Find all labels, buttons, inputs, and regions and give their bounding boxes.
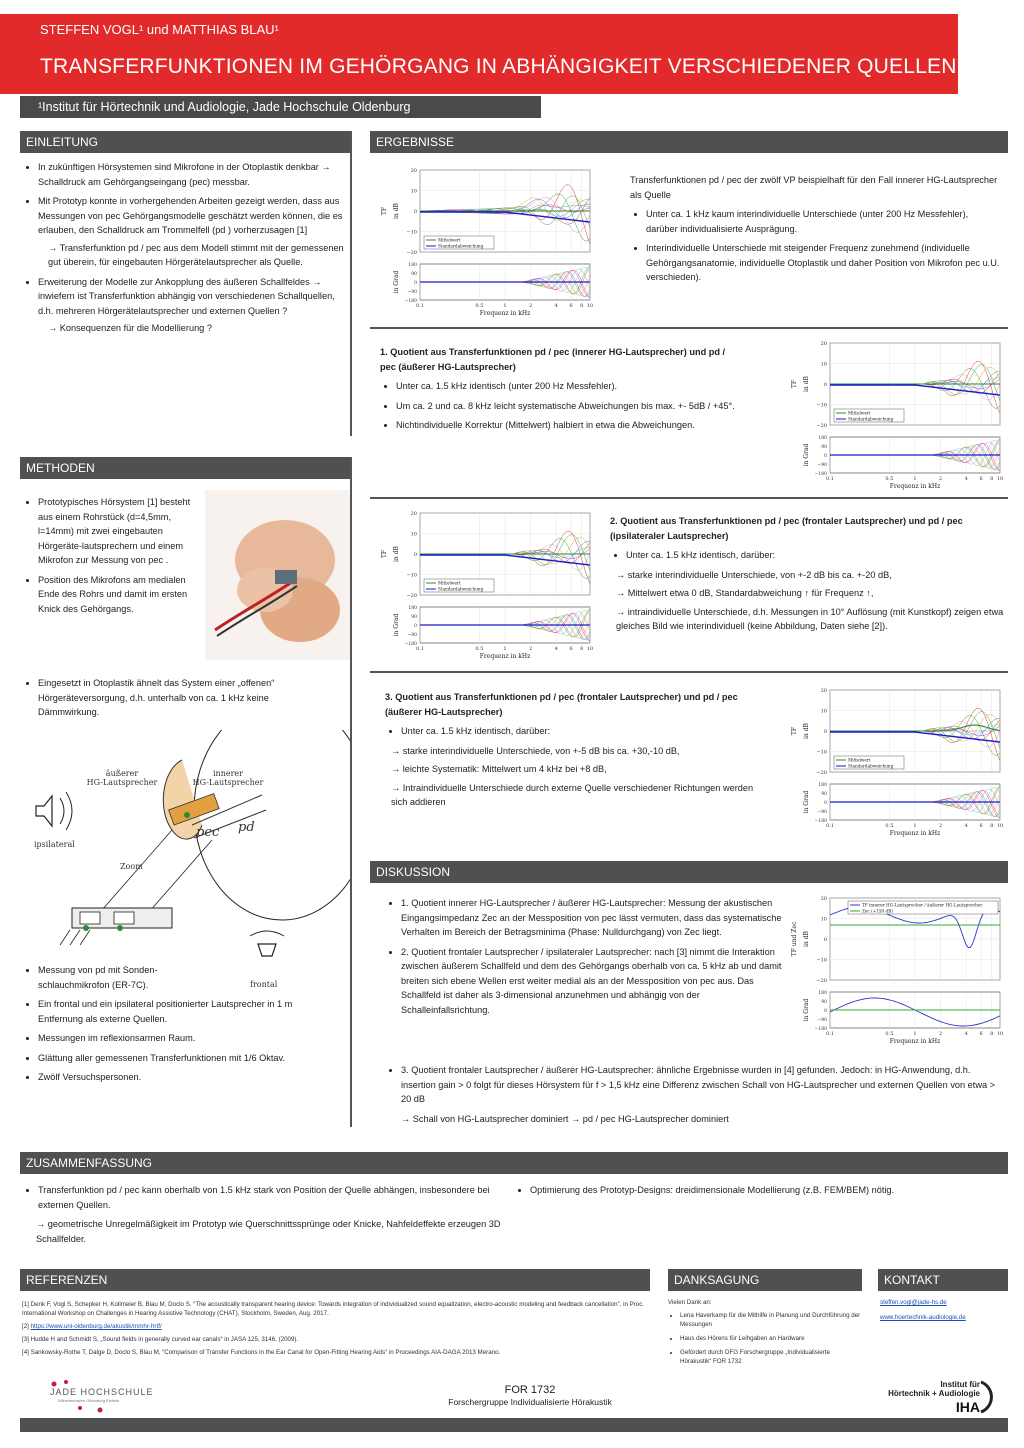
y-axis-label: TF xyxy=(381,549,388,559)
x-axis-label: Frequenz in kHz xyxy=(479,310,531,317)
y-tick-label: 0 xyxy=(824,1009,827,1014)
x-axis-label: Frequenz in kHz xyxy=(889,1038,941,1045)
y-axis-unit-label: in Grad xyxy=(803,998,810,1022)
y-tick-label: −90 xyxy=(407,633,417,638)
x-tick-label: 0.5 xyxy=(885,476,894,482)
authors: STEFFEN VOGL¹ und MATTHIAS BLAU¹ xyxy=(40,22,279,37)
y-tick-label: 90 xyxy=(821,792,827,797)
x-tick-label: 4 xyxy=(964,1031,968,1037)
einleitung-bullet-3: • Erweiterung der Modelle zur Ankopplung des äußeren Schallfeldes → inwiefern ist Transferfunktion abhängig von verschiedenen Schallquellen, d.h. mehreren Hörgerätelautsprecher und externen Quellen ? → Konsequenzen für die Modellierung ? xyxy=(38,275,352,336)
y-tick-label: 20 xyxy=(820,341,827,347)
section-referenzen: REFERENZEN xyxy=(20,1269,650,1291)
label-frontal: frontal xyxy=(250,980,278,989)
y-tick-label: 10 xyxy=(410,188,417,195)
y-tick-label: 0 xyxy=(823,382,827,388)
y-tick-label: −20 xyxy=(816,978,827,984)
divider xyxy=(350,131,352,436)
for-title: FOR 1732 xyxy=(504,1384,556,1396)
x-tick-label: 6 xyxy=(569,646,573,652)
y-axis-unit-label: in Grad xyxy=(803,443,810,467)
section-methoden: METHODEN xyxy=(20,457,352,479)
x-tick-label: 0.1 xyxy=(826,1031,834,1037)
y-tick-label: 0 xyxy=(414,624,417,629)
label-ipsilateral: ipsilateral xyxy=(34,840,75,849)
y-tick-label: 180 xyxy=(408,263,417,268)
y-tick-label: 10 xyxy=(820,708,827,715)
ergebnisse-3-text xyxy=(610,514,1005,634)
methoden-bullet-1: • Prototypisches Hörsystem [1] besteht aus einem Rohrstück (d=4,5mm, l=14mm) mit zwei eingebauten Hörgeräte-lautsprechern und einem Mikrofon zur Messung von pec . xyxy=(38,495,202,568)
iha-logo-text: IHA xyxy=(955,1399,980,1415)
contact-web-link[interactable]: www.hoertechnik-audiologie.de xyxy=(880,1314,966,1321)
section-danksagung: DANKSAGUNG xyxy=(668,1269,862,1291)
label-inner-speaker: innerer HG-Lautsprecher xyxy=(192,769,264,787)
iha-line-1: Institut für xyxy=(940,1380,980,1389)
ergebnisse-1-text xyxy=(630,173,1000,290)
y-tick-label: 20 xyxy=(820,896,827,902)
y-tick-label: −10 xyxy=(406,572,417,579)
y-tick-label: −180 xyxy=(404,642,417,647)
ergebnisse-4-arrow-1: → starke interindividuelle Unterschiede, von +-5 dB bis ca. +30,-10 dB, xyxy=(391,745,680,756)
y-axis-unit-label: in Grad xyxy=(803,790,810,814)
x-tick-label: 1 xyxy=(913,476,917,482)
methoden-bullet-7: • Glättung aller gemessenen Transferfunktionen mit 1/6 Oktav. xyxy=(38,1051,322,1066)
x-tick-label: 4 xyxy=(964,476,968,482)
danksagung-item-3: • Gefördert durch DFG Forschergruppe „Individualisierte Hörakustik“ FOR 1732 xyxy=(680,1348,862,1366)
y-tick-label: 20 xyxy=(410,511,417,517)
plot-quotient-1 xyxy=(788,333,1010,493)
y-axis-unit-label: in dB xyxy=(393,546,400,562)
divider xyxy=(370,327,1008,329)
legend-label: Zec (+150 dB) xyxy=(862,908,893,914)
zusammenfassung-arrow: → geometrische Unregelmäßigkeit im Prototyp wie Querschnittssprünge oder Knicke, Nahfeldeffekte erzeugen 3D Schallfelder. xyxy=(36,1219,501,1244)
ergebnisse-4-arrow-2: → leichte Systematik: Mittelwert um 4 kHz bei +8 dB, xyxy=(391,764,607,774)
danksagung-item-2: • Haus des Hörens für Leihgaben an Hardware xyxy=(680,1334,862,1343)
diskussion-text-2 xyxy=(385,1063,1000,1126)
for-subtitle: Forschergruppe Individualisierte Hörakustik xyxy=(448,1397,612,1407)
y-tick-label: 0 xyxy=(824,454,827,459)
y-tick-label: 90 xyxy=(821,445,827,450)
diskussion-arrow: → Schall von HG-Lautsprecher dominiert → pd / pec HG-Lautsprecher dominiert xyxy=(401,1113,729,1124)
section-ergebnisse: ERGEBNISSE xyxy=(370,131,1008,153)
x-tick-label: 1 xyxy=(913,1031,917,1037)
jade-logo-text: JADE HOCHSCHULE xyxy=(50,1387,154,1397)
legend-label: Standardabweichung xyxy=(438,586,484,592)
diskussion-bullet-1: • 1. Quotient innerer HG-Lautsprecher / äußerer HG-Lautsprecher: Messung der akustischen Eingangsimpedanz Zec an der Messposition von pec lässt vermuten, dass das systematische Verhalten im Bereich der Betragsminima (Phase: Nulldurchgang) von Zec liegt. xyxy=(401,896,785,940)
einleitung-bullet-2: • Mit Prototyp konnte in vorhergehenden Arbeiten gezeigt werden, dass aus Messungen von pec Gehörgangsmodelle geschätzt werden können, die es erlauben, den Schalldruck am Trommelfell (pd ) vorherzusagen [1] → Transferfunktion pd / pec aus dem Modell stimmt mit der gemessenen gut überein, für eingebauten Hörgerätelautsprecher als Quelle. xyxy=(38,194,352,270)
ergebnisse-3-arrow-2: → Mittelwert etwa 0 dB, Standardabweichung ↑ für Frequenz ↑, xyxy=(616,588,874,598)
methoden-text-1 xyxy=(22,495,202,621)
x-axis-label: Frequenz in kHz xyxy=(479,653,531,660)
x-tick-label: 10 xyxy=(586,646,594,652)
legend-label: Mittelwert xyxy=(438,237,461,243)
plot-quotient-2 xyxy=(378,503,600,663)
x-tick-label: 0.5 xyxy=(885,823,894,829)
contact-email-link[interactable]: steffen.vogl@jade-hs.de xyxy=(880,1299,947,1306)
ergebnisse-1-bullet-1: • Unter ca. 1 kHz kaum interindividuelle Unterschiede (unter 200 Hz Messfehler), darüber individualisierte Ausprägung. xyxy=(646,207,1000,236)
x-tick-label: 2 xyxy=(938,1031,943,1037)
x-tick-label: 0.5 xyxy=(475,646,484,652)
x-tick-label: 2 xyxy=(528,646,533,652)
y-tick-label: 20 xyxy=(820,688,827,694)
x-tick-label: 1 xyxy=(913,823,917,829)
y-tick-label: −180 xyxy=(814,472,827,477)
danksagung-item-1: • Lena Haverkamp für die Mithilfe in Planung und Durchführung der Messungen xyxy=(680,1311,862,1329)
y-tick-label: −180 xyxy=(814,819,827,824)
label-outer-speaker: äußerer HG-Lautsprecher xyxy=(86,769,158,787)
zusammenfassung-text-2 xyxy=(514,1183,994,1203)
y-tick-label: 90 xyxy=(411,615,417,620)
methoden-text-3 xyxy=(22,963,322,1090)
y-tick-label: 0 xyxy=(414,281,417,286)
x-tick-label: 8 xyxy=(580,646,584,652)
y-tick-label: −90 xyxy=(817,463,827,468)
diskussion-text-1 xyxy=(385,896,785,1022)
x-tick-label: 6 xyxy=(979,1031,983,1037)
y-tick-label: 20 xyxy=(410,168,417,174)
y-axis-label: TF xyxy=(381,206,388,216)
legend-label: Mittelwert xyxy=(848,410,871,416)
x-tick-label: 10 xyxy=(996,1031,1004,1037)
ergebnisse-4-arrow-3: → Intraindividuelle Unterschiede durch externe Quelle verschiedener Richtungen werden sich addieren xyxy=(391,782,754,807)
diskussion-bullet-2: • 2. Quotient frontaler Lautsprecher / ipsilateraler Lautsprecher: nach [3] nimmt die Interaktion zwischen äußerem Schallfeld und dem des Gehörgangs oberhalb von ca. 5 kHz ab und damit breiten sich ebene Wellen erst weiter medial als an der Messposition von pec aus. Das Schallfeld ist daher als 3-dimensional anzunehmen und abhängig von der Schalleinfallsrichtung. xyxy=(401,945,785,1018)
einleitung-text xyxy=(22,160,352,341)
x-tick-label: 0.1 xyxy=(416,646,424,652)
section-einleitung: EINLEITUNG xyxy=(20,131,352,153)
x-tick-label: 4 xyxy=(554,646,558,652)
x-tick-label: 6 xyxy=(979,823,983,829)
y-tick-label: 0 xyxy=(413,552,417,558)
x-tick-label: 8 xyxy=(990,1031,994,1037)
danksagung-text xyxy=(668,1298,862,1371)
x-tick-label: 6 xyxy=(979,476,983,482)
label-pd: pd xyxy=(238,820,255,835)
y-tick-label: −90 xyxy=(407,290,417,295)
section-diskussion: DISKUSSION xyxy=(370,861,1008,883)
references xyxy=(22,1300,647,1357)
y-axis-unit-label: in Grad xyxy=(393,270,400,294)
prototype-photo xyxy=(205,490,350,660)
ergebnisse-2-bullet-2: • Um ca. 2 und ca. 8 kHz leicht systematische Abweichungen bis max. +- 5dB / +45°. xyxy=(396,399,740,414)
divider xyxy=(370,497,1008,499)
y-tick-label: −20 xyxy=(816,770,827,776)
y-tick-label: 0 xyxy=(824,801,827,806)
y-axis-unit-label: in dB xyxy=(803,931,810,947)
y-tick-label: −10 xyxy=(816,402,827,409)
section-zusammenfassung: ZUSAMMENFASSUNG xyxy=(20,1152,1008,1174)
x-tick-label: 8 xyxy=(990,823,994,829)
y-axis-label: TF und Zec xyxy=(791,921,798,957)
y-tick-label: −10 xyxy=(816,749,827,756)
y-axis-unit-label: in dB xyxy=(803,723,810,739)
methoden-bullet-3: • Eingesetzt in Otoplastik ähnelt das System einer „offenen“ Hörgeräteversorgung, d.h. unterhalb von ca. 1 kHz keine Dämmwirkung. xyxy=(38,676,322,720)
x-tick-label: 0.1 xyxy=(416,303,424,309)
plot-quotient-3 xyxy=(788,680,1010,840)
reference-4: [4] Sankowsky-Rothe T, Dalge D, Doclo S, Blau M, “Comparison of Transfer Functions in the Ear Canal for Open-Fitting Hearing Aids“ in Proceedings AIA-DAGA 2013 Merano. xyxy=(22,1349,501,1356)
einleitung-arrow-2: → Konsequenzen für die Modellierung ? xyxy=(48,323,212,333)
y-tick-label: −180 xyxy=(814,1027,827,1032)
y-tick-label: −90 xyxy=(817,1018,827,1023)
zusammenfassung-bullet-1: • Transferfunktion pd / pec kann oberhalb von 1.5 kHz stark von Position der Quelle abhängen, insbesondere bei externen Quellen. xyxy=(38,1183,502,1212)
y-axis-unit-label: in dB xyxy=(803,376,810,392)
iha-line-2: Hörtechnik + Audiologie xyxy=(888,1389,980,1398)
x-axis-label: Frequenz in kHz xyxy=(889,830,941,837)
x-tick-label: 1 xyxy=(503,646,507,652)
y-tick-label: −10 xyxy=(816,957,827,964)
y-tick-label: 0 xyxy=(823,937,827,943)
label-zoom: Zoom xyxy=(120,862,143,871)
methoden-bullet-2: • Position des Mikrofons am medialen Ende des Rohrs und damit im ersten Knick des Gehörgangs. xyxy=(38,573,202,617)
y-tick-label: −20 xyxy=(406,593,417,599)
y-tick-label: 180 xyxy=(818,783,827,788)
legend-label: Mittelwert xyxy=(848,757,871,763)
ergebnisse-2-text xyxy=(380,345,740,438)
divider xyxy=(370,671,1008,673)
y-tick-label: 0 xyxy=(823,729,827,735)
x-tick-label: 4 xyxy=(554,303,558,309)
x-tick-label: 0.1 xyxy=(826,823,834,829)
iha-logo-mark xyxy=(978,1380,1000,1414)
diskussion-bullet-3: • 3. Quotient frontaler Lautsprecher / äußerer HG-Lautsprecher: ähnliche Ergebnisse wurden in [4] gefunden. Jedoch: in HG-Anwendung, d.h. insertion gain > 0 folgt für dieses Hörsystem für f > 1,5 kHz eine Differenz zwischen Schall von HG-Lautsprecher und externen Quellen von etwa > 20 dB xyxy=(401,1063,1000,1107)
ergebnisse-2-bullet-3: • Nichtindividuelle Korrektur (Mittelwert) halbiert in etwa die Abweichungen. xyxy=(396,418,740,433)
legend-label: Mittelwert xyxy=(438,580,461,586)
x-tick-label: 10 xyxy=(996,476,1004,482)
y-axis-label: TF xyxy=(791,379,798,389)
methoden-text-2 xyxy=(22,676,322,725)
divider xyxy=(350,457,352,1127)
jade-logo-subtext: Wilhelmshaven Oldenburg Elsfleth xyxy=(58,1398,120,1403)
methoden-bullet-5: • Ein frontal und ein ipsilateral positionierter Lautsprecher in 1 m Entfernung als externe Quellen. xyxy=(38,997,322,1026)
y-tick-label: 180 xyxy=(818,991,827,996)
ergebnisse-3-bullet-1: • Unter ca. 1.5 kHz identisch, darüber: xyxy=(626,548,1005,563)
y-tick-label: 90 xyxy=(411,272,417,277)
reference-2: [2] https://www.uni-oldenburg.de/akustik/mmhr-hrtf/ xyxy=(22,1323,162,1330)
y-tick-label: −20 xyxy=(816,423,827,429)
plot-tf-inner xyxy=(378,160,600,320)
x-tick-label: 2 xyxy=(528,303,533,309)
y-tick-label: −90 xyxy=(817,810,827,815)
ergebnisse-4-bullet-1: • Unter ca. 1.5 kHz identisch, darüber: xyxy=(401,724,755,739)
x-tick-label: 1 xyxy=(503,303,507,309)
legend-label: Standardabweichung xyxy=(848,763,894,769)
legend-label: Standardabweichung xyxy=(848,416,894,422)
y-axis-label: TF xyxy=(791,726,798,736)
y-tick-label: 10 xyxy=(410,531,417,538)
zusammenfassung-bullet-2: • Optimierung des Prototyp-Designs: dreidimensionale Modellierung (z.B. FEM/BEM) nötig. xyxy=(530,1183,994,1198)
ergebnisse-1-bullet-2: • Interindividuelle Unterschiede mit steigender Frequenz zunehmend (individuelle Gehörgangsanatomie, individuelle Otoplastik und daher Position von Mikrofon pec u.U. verschieden). xyxy=(646,241,1000,285)
poster-title: TRANSFERFUNKTIONEN IM GEHÖRGANG IN ABHÄNGIGKEIT VERSCHIEDENER QUELLEN xyxy=(40,55,957,78)
y-axis-unit-label: in Grad xyxy=(393,613,400,637)
x-tick-label: 2 xyxy=(938,476,943,482)
legend-label: TF innerer HG-Lautsprecher / äußerer HG-Lautsprecher xyxy=(862,902,983,908)
ergebnisse-1-intro: Transferfunktionen pd / pec der zwölf VP beispielhaft für den Fall innerer HG-Lautsprecher als Quelle xyxy=(630,175,998,200)
ergebnisse-3-arrow-3: → intraindividuelle Unterschiede, d.h. Messungen in 10° Auflösung (mit Kunstkopf) zeigen etwa gleiches Bild wie interindividuell (keine Abbildung, Daten siehe [2]). xyxy=(616,606,1004,631)
x-tick-label: 8 xyxy=(580,303,584,309)
x-tick-label: 6 xyxy=(569,303,573,309)
y-tick-label: 180 xyxy=(818,436,827,441)
y-tick-label: −10 xyxy=(406,229,417,236)
footer-bar xyxy=(20,1418,1008,1432)
methoden-bullet-8: • Zwölf Versuchspersonen. xyxy=(38,1070,322,1085)
x-tick-label: 0.5 xyxy=(475,303,484,309)
reference-1: [1] Denk F, Vogl S, Schepker H, Kollmeier B, Blau M, Doclo S. “The acoustically transparent hearing device: Towards integration of individualized sound equalization, electro-acoustic modeling and feedback cancellation”, in Proc. International Workshop on Challenges in Hearing Assistive Technology (CHAT), Stockholm, Sweden, Aug. 2017. xyxy=(22,1301,645,1317)
reference-2-link[interactable]: https://www.uni-oldenburg.de/akustik/mmhr-hrtf/ xyxy=(30,1323,162,1330)
y-tick-label: 10 xyxy=(820,916,827,923)
x-tick-label: 2 xyxy=(938,823,943,829)
danksagung-intro: Vielen Dank an: xyxy=(668,1299,712,1306)
ergebnisse-4-title: 3. Quotient aus Transferfunktionen pd / pec (frontaler Lautsprecher) und pd / pec (äußerer HG-Lautsprecher) xyxy=(385,692,738,717)
label-pec: pec xyxy=(196,825,220,840)
x-tick-label: 0.5 xyxy=(885,1031,894,1037)
x-tick-label: 10 xyxy=(996,823,1004,829)
ergebnisse-2-bullet-1: • Unter ca. 1.5 kHz identisch (unter 200 Hz Messfehler). xyxy=(396,379,740,394)
ergebnisse-3-arrow-1: → starke interindividuelle Unterschiede, von +-2 dB bis ca. +-20 dB, xyxy=(616,569,892,580)
y-tick-label: 90 xyxy=(821,1000,827,1005)
methoden-bullet-6: • Messungen im reflexionsarmen Raum. xyxy=(38,1031,322,1046)
ergebnisse-3-title: 2. Quotient aus Transferfunktionen pd / pec (frontaler Lautsprecher) und pd / pec (ipsilateraler Lautsprecher) xyxy=(610,516,963,541)
ergebnisse-4-text xyxy=(385,690,755,810)
y-tick-label: −180 xyxy=(404,299,417,304)
y-tick-label: 0 xyxy=(413,209,417,215)
section-kontakt: KONTAKT xyxy=(878,1269,1008,1291)
reference-3: [3] Hudde H and Schmidt S, „Sound fields in generally curved ear canals“ in JASA 125, 3146, (2009). xyxy=(22,1336,299,1343)
kontakt-text xyxy=(880,1298,1008,1322)
zusammenfassung-text-1 xyxy=(22,1183,502,1246)
x-tick-label: 4 xyxy=(964,823,968,829)
y-tick-label: 180 xyxy=(408,606,417,611)
ergebnisse-2-title: 1. Quotient aus Transferfunktionen pd / pec (innerer HG-Lautsprecher) und pd / pec (äußerer HG-Lautsprecher) xyxy=(380,347,726,372)
plot-impedance xyxy=(788,888,1010,1048)
methoden-bullet-4: • Messung von pd mit Sonden-schlauchmikrofon (ER-7C). xyxy=(38,963,188,992)
x-tick-label: 0.1 xyxy=(826,476,834,482)
einleitung-arrow-1: → Transferfunktion pd / pec aus dem Modell stimmt mit der gemessenen gut überein, für eingebauten Hörgerätelautsprecher als Quelle. xyxy=(48,242,344,267)
x-tick-label: 8 xyxy=(990,476,994,482)
legend-label: Standardabweichung xyxy=(438,243,484,249)
y-tick-label: 10 xyxy=(820,361,827,368)
einleitung-bullet-1: • In zukünftigen Hörsystemen sind Mikrofone in der Otoplastik denkbar → Schalldruck am Gehörgangseingang (pec) messbar. xyxy=(38,160,352,189)
x-tick-label: 10 xyxy=(586,303,594,309)
institute-bar: ¹Institut für Hörtechnik und Audiologie, Jade Hochschule Oldenburg xyxy=(20,96,541,118)
y-axis-unit-label: in dB xyxy=(393,203,400,219)
y-tick-label: −20 xyxy=(406,250,417,256)
x-axis-label: Frequenz in kHz xyxy=(889,483,941,490)
